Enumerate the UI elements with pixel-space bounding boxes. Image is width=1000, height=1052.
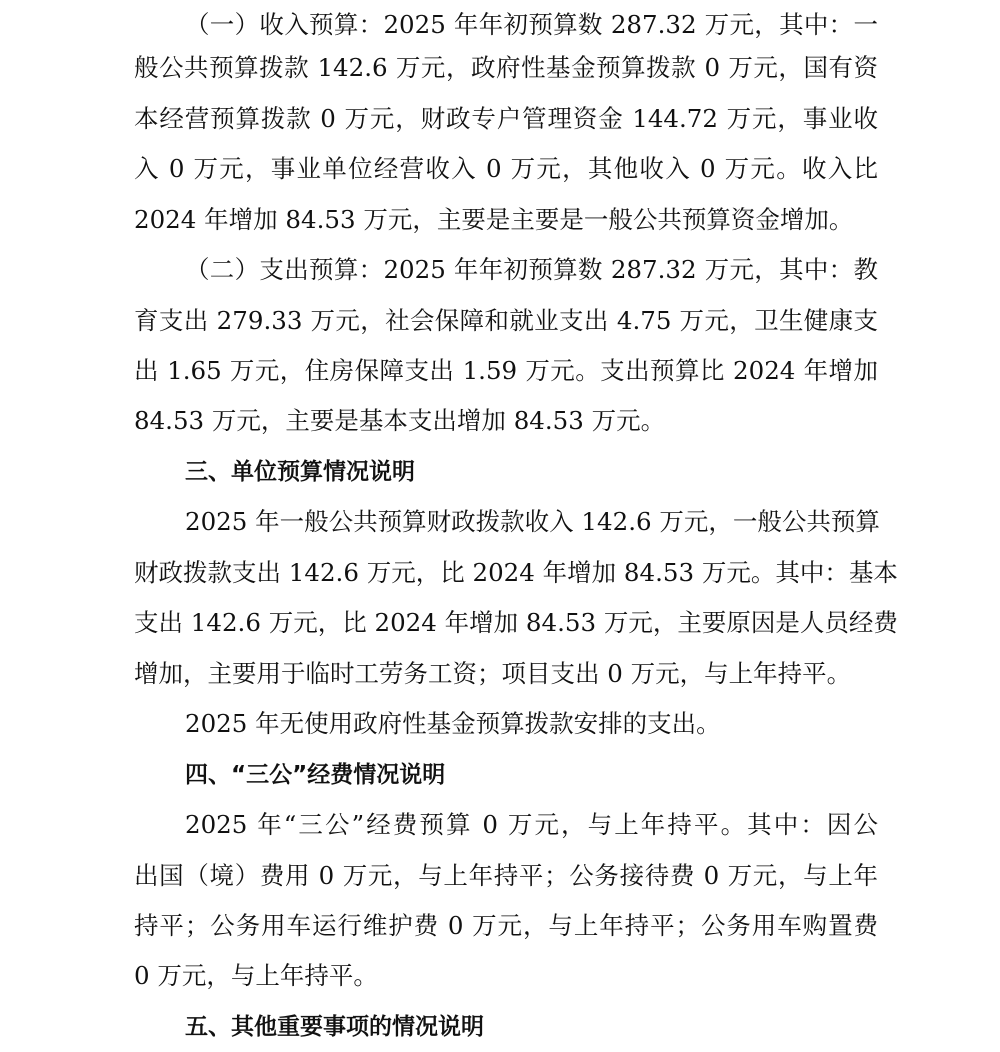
income-paragraph-line-1: （一）收入预算：2025 年年初预算数 287.32 万元，其中：一 [185, 10, 878, 39]
three-public-paragraph-line-4: 0 万元，与上年持平。 [134, 961, 378, 990]
expense-paragraph-line-1: （二）支出预算：2025 年年初预算数 287.32 万元，其中：教 [185, 255, 878, 284]
income-paragraph-line-5: 2024 年增加 84.53 万元，主要是主要是一般公共预算资金增加。 [134, 205, 854, 234]
section-heading-other-matters: 五、其他重要事项的情况说明 [185, 1014, 484, 1040]
three-public-paragraph-line-1: 2025 年“三公”经费预算 0 万元，与上年持平。其中：因公 [185, 810, 878, 839]
unit-budget-paragraph-line-3: 支出 142.6 万元，比 2024 年增加 84.53 万元，主要原因是人员经费 [134, 608, 898, 637]
income-paragraph-line-2: 般公共预算拨款 142.6 万元，政府性基金预算拨款 0 万元，国有资 [134, 53, 878, 82]
unit-budget-paragraph-line-1: 2025 年一般公共预算财政拨款收入 142.6 万元，一般公共预算 [185, 507, 880, 536]
income-paragraph-line-3: 本经营预算拨款 0 万元，财政专户管理资金 144.72 万元，事业收 [134, 104, 878, 133]
fund-paragraph: 2025 年无使用政府性基金预算拨款安排的支出。 [185, 709, 721, 738]
unit-budget-paragraph-line-4: 增加，主要用于临时工劳务工资；项目支出 0 万元，与上年持平。 [134, 659, 852, 688]
income-paragraph-line-4: 入 0 万元，事业单位经营收入 0 万元，其他收入 0 万元。收入比 [134, 154, 878, 183]
section-heading-unit-budget: 三、单位预算情况说明 [185, 459, 415, 485]
expense-paragraph-line-2: 育支出 279.33 万元，社会保障和就业支出 4.75 万元，卫生健康支 [134, 306, 878, 335]
three-public-paragraph-line-2: 出国（境）费用 0 万元，与上年持平；公务接待费 0 万元，与上年 [134, 861, 878, 890]
unit-budget-paragraph-line-2: 财政拨款支出 142.6 万元，比 2024 年增加 84.53 万元。其中：基本 [134, 558, 898, 587]
expense-paragraph-line-3: 出 1.65 万元，住房保障支出 1.59 万元。支出预算比 2024 年增加 [134, 356, 878, 385]
three-public-paragraph-line-3: 持平；公务用车运行维护费 0 万元，与上年持平；公务用车购置费 [134, 911, 878, 940]
section-heading-three-public: 四、“三公”经费情况说明 [185, 762, 446, 788]
expense-paragraph-line-4: 84.53 万元，主要是基本支出增加 84.53 万元。 [134, 406, 666, 435]
